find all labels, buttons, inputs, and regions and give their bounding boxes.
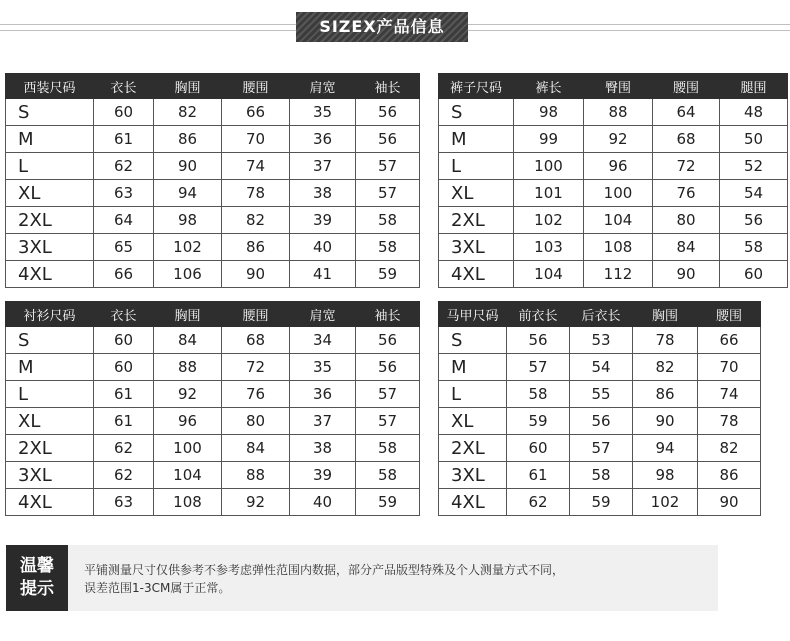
measurement-cell: 92 [154,381,222,408]
measurement-cell: 76 [653,180,720,207]
column-header: 衣长 [94,302,154,327]
measurement-cell: 86 [698,462,761,489]
measurement-cell: 90 [633,408,698,435]
measurement-cell: 57 [356,408,420,435]
measurement-cell: 55 [570,381,633,408]
measurement-cell: 102 [514,207,584,234]
table-row [439,180,788,207]
measurement-cell: 108 [154,489,222,516]
title-banner [296,12,468,42]
measurement-cell: 59 [570,489,633,516]
measurement-cell: 82 [222,207,290,234]
measurement-cell: 57 [356,381,420,408]
table-row [6,261,420,288]
size-label-cell: 2XL [6,207,94,234]
measurement-cell: 56 [507,327,570,354]
size-column-header: 裤子尺码 [439,74,514,99]
measurement-cell: 74 [698,381,761,408]
measurement-cell: 86 [222,234,290,261]
measurement-cell: 102 [633,489,698,516]
size-label-cell: 3XL [439,234,514,261]
measurement-cell: 60 [94,327,154,354]
measurement-cell: 104 [154,462,222,489]
table-row [6,489,420,516]
measurement-cell: 92 [584,126,653,153]
measurement-cell: 101 [514,180,584,207]
measurement-cell: 78 [222,180,290,207]
measurement-cell: 90 [154,153,222,180]
measurement-cell: 80 [222,408,290,435]
size-label-cell: 4XL [439,261,514,288]
measurement-cell: 61 [507,462,570,489]
size-label-cell: S [6,99,94,126]
measurement-cell: 35 [290,354,356,381]
measurement-cell: 104 [584,207,653,234]
measurement-cell: 98 [154,207,222,234]
measurement-cell: 84 [653,234,720,261]
size-label-cell: 4XL [439,489,507,516]
size-label-cell: XL [6,408,94,435]
measurement-cell: 92 [222,489,290,516]
measurement-cell: 90 [653,261,720,288]
measurement-cell: 76 [222,381,290,408]
measurement-cell: 40 [290,234,356,261]
measurement-cell: 112 [584,261,653,288]
measurement-cell: 56 [356,354,420,381]
table-header-row [439,302,761,327]
measurement-cell: 108 [584,234,653,261]
table-row [439,126,788,153]
measurement-cell: 66 [222,99,290,126]
measurement-cell: 36 [290,126,356,153]
measurement-cell: 56 [356,99,420,126]
measurement-cell: 88 [584,99,653,126]
table-row [439,234,788,261]
measurement-cell: 59 [356,489,420,516]
measurement-cell: 56 [720,207,788,234]
measurement-cell: 54 [570,354,633,381]
measurement-cell: 62 [94,462,154,489]
column-header: 胸围 [154,302,222,327]
table-row [439,354,761,381]
measurement-cell: 99 [514,126,584,153]
measurement-cell: 56 [570,408,633,435]
measurement-cell: 39 [290,207,356,234]
measurement-cell: 98 [633,462,698,489]
size-label-cell: M [439,126,514,153]
measurement-cell: 100 [584,180,653,207]
measurement-cell: 60 [507,435,570,462]
suit-size-table [5,73,420,288]
table-row [6,99,420,126]
table-row [439,207,788,234]
measurement-cell: 86 [154,126,222,153]
column-header: 裤长 [514,74,584,99]
table-row [6,381,420,408]
measurement-cell: 36 [290,381,356,408]
column-header: 腿围 [720,74,788,99]
measurement-cell: 57 [507,354,570,381]
measurement-cell: 70 [222,126,290,153]
size-label-cell: L [439,153,514,180]
measurement-cell: 68 [222,327,290,354]
table-row [439,408,761,435]
size-label-cell: L [6,381,94,408]
measurement-cell: 61 [94,126,154,153]
column-header: 肩宽 [290,74,356,99]
measurement-cell: 60 [94,354,154,381]
table-row [6,234,420,261]
table-row [439,99,788,126]
measurement-cell: 52 [720,153,788,180]
table-header-row [6,302,420,327]
measurement-cell: 72 [222,354,290,381]
measurement-cell: 41 [290,261,356,288]
measurement-cell: 60 [94,99,154,126]
measurement-cell: 58 [570,462,633,489]
measurement-cell: 62 [94,435,154,462]
measurement-cell: 34 [290,327,356,354]
column-header: 前衣长 [507,302,570,327]
measurement-cell: 58 [507,381,570,408]
column-header: 衣长 [94,74,154,99]
measurement-cell: 66 [94,261,154,288]
column-header: 腰围 [222,74,290,99]
measurement-cell: 82 [154,99,222,126]
size-label-cell: 3XL [6,234,94,261]
measurement-cell: 57 [356,153,420,180]
table-row [6,180,420,207]
tip-badge-line2: 提示 [20,579,54,599]
warm-tip-box [6,545,718,611]
measurement-cell: 61 [94,381,154,408]
measurement-cell: 61 [94,408,154,435]
measurement-cell: 68 [653,126,720,153]
size-label-cell: 2XL [439,435,507,462]
measurement-cell: 84 [154,327,222,354]
measurement-cell: 38 [290,435,356,462]
size-label-cell: 3XL [6,462,94,489]
measurement-cell: 104 [514,261,584,288]
column-header: 腰围 [222,302,290,327]
tip-line-1: 平铺测量尺寸仅供参考不参考虑弹性范围内数据，部分产品版型特殊及个人测量方式不同， [84,563,565,577]
tip-line-2: 误差范围1-3CM属于正常。 [84,581,231,595]
size-label-cell: XL [6,180,94,207]
measurement-cell: 72 [653,153,720,180]
measurement-cell: 70 [698,354,761,381]
table-row [6,153,420,180]
table-row [439,327,761,354]
measurement-cell: 56 [356,327,420,354]
tip-badge-line1: 温馨 [20,556,54,576]
size-column-header: 衬衫尺码 [6,302,94,327]
measurement-cell: 53 [570,327,633,354]
measurement-cell: 48 [720,99,788,126]
measurement-cell: 96 [154,408,222,435]
measurement-cell: 38 [290,180,356,207]
measurement-cell: 60 [720,261,788,288]
column-header: 腰围 [698,302,761,327]
pants-size-table [438,73,788,288]
column-header: 袖长 [356,74,420,99]
measurement-cell: 64 [94,207,154,234]
measurement-cell: 80 [653,207,720,234]
size-column-header: 西装尺码 [6,74,94,99]
measurement-cell: 56 [356,126,420,153]
size-label-cell: L [439,381,507,408]
measurement-cell: 88 [222,462,290,489]
measurement-cell: 66 [698,327,761,354]
column-header: 胸围 [633,302,698,327]
measurement-cell: 78 [698,408,761,435]
measurement-cell: 37 [290,153,356,180]
tip-text [84,561,704,597]
table-row [439,489,761,516]
table-row [439,462,761,489]
measurement-cell: 65 [94,234,154,261]
measurement-cell: 35 [290,99,356,126]
table-row [439,261,788,288]
measurement-cell: 37 [290,408,356,435]
measurement-cell: 57 [570,435,633,462]
size-label-cell: M [6,354,94,381]
measurement-cell: 74 [222,153,290,180]
size-column-header: 马甲尺码 [439,302,507,327]
measurement-cell: 84 [222,435,290,462]
size-label-cell: 4XL [6,489,94,516]
measurement-cell: 100 [154,435,222,462]
table-row [6,462,420,489]
measurement-cell: 58 [356,207,420,234]
column-header: 腰围 [653,74,720,99]
measurement-cell: 103 [514,234,584,261]
measurement-cell: 78 [633,327,698,354]
measurement-cell: 86 [633,381,698,408]
measurement-cell: 106 [154,261,222,288]
column-header: 袖长 [356,302,420,327]
measurement-cell: 62 [94,153,154,180]
table-header-row [6,74,420,99]
size-label-cell: L [6,153,94,180]
size-label-cell: 4XL [6,261,94,288]
size-label-cell: 3XL [439,462,507,489]
measurement-cell: 40 [290,489,356,516]
measurement-cell: 100 [514,153,584,180]
measurement-cell: 94 [633,435,698,462]
measurement-cell: 90 [698,489,761,516]
measurement-cell: 63 [94,180,154,207]
table-row [6,408,420,435]
table-row [439,153,788,180]
table-row [439,435,761,462]
measurement-cell: 94 [154,180,222,207]
table-row [6,327,420,354]
size-label-cell: S [439,327,507,354]
measurement-cell: 58 [356,435,420,462]
measurement-cell: 63 [94,489,154,516]
size-label-cell: M [6,126,94,153]
size-label-cell: XL [439,180,514,207]
measurement-cell: 50 [720,126,788,153]
warm-tip-badge [6,545,68,611]
measurement-cell: 58 [356,234,420,261]
table-row [6,354,420,381]
column-header: 胸围 [154,74,222,99]
measurement-cell: 90 [222,261,290,288]
column-header: 臀围 [584,74,653,99]
measurement-cell: 39 [290,462,356,489]
measurement-cell: 58 [720,234,788,261]
table-header-row [439,74,788,99]
measurement-cell: 57 [356,180,420,207]
measurement-cell: 59 [356,261,420,288]
vest-size-table [438,301,761,516]
size-label-cell: 2XL [439,207,514,234]
size-label-cell: 2XL [6,435,94,462]
table-row [6,207,420,234]
measurement-cell: 82 [698,435,761,462]
table-row [439,381,761,408]
measurement-cell: 102 [154,234,222,261]
measurement-cell: 96 [584,153,653,180]
table-row [6,435,420,462]
shirt-size-table [5,301,420,516]
measurement-cell: 88 [154,354,222,381]
measurement-cell: 59 [507,408,570,435]
column-header: 肩宽 [290,302,356,327]
column-header: 后衣长 [570,302,633,327]
size-label-cell: M [439,354,507,381]
table-row [6,126,420,153]
measurement-cell: 64 [653,99,720,126]
size-label-cell: S [439,99,514,126]
measurement-cell: 82 [633,354,698,381]
page-title: SIZEX产品信息 [319,17,445,36]
measurement-cell: 54 [720,180,788,207]
measurement-cell: 98 [514,99,584,126]
measurement-cell: 62 [507,489,570,516]
measurement-cell: 58 [356,462,420,489]
size-label-cell: S [6,327,94,354]
size-label-cell: XL [439,408,507,435]
